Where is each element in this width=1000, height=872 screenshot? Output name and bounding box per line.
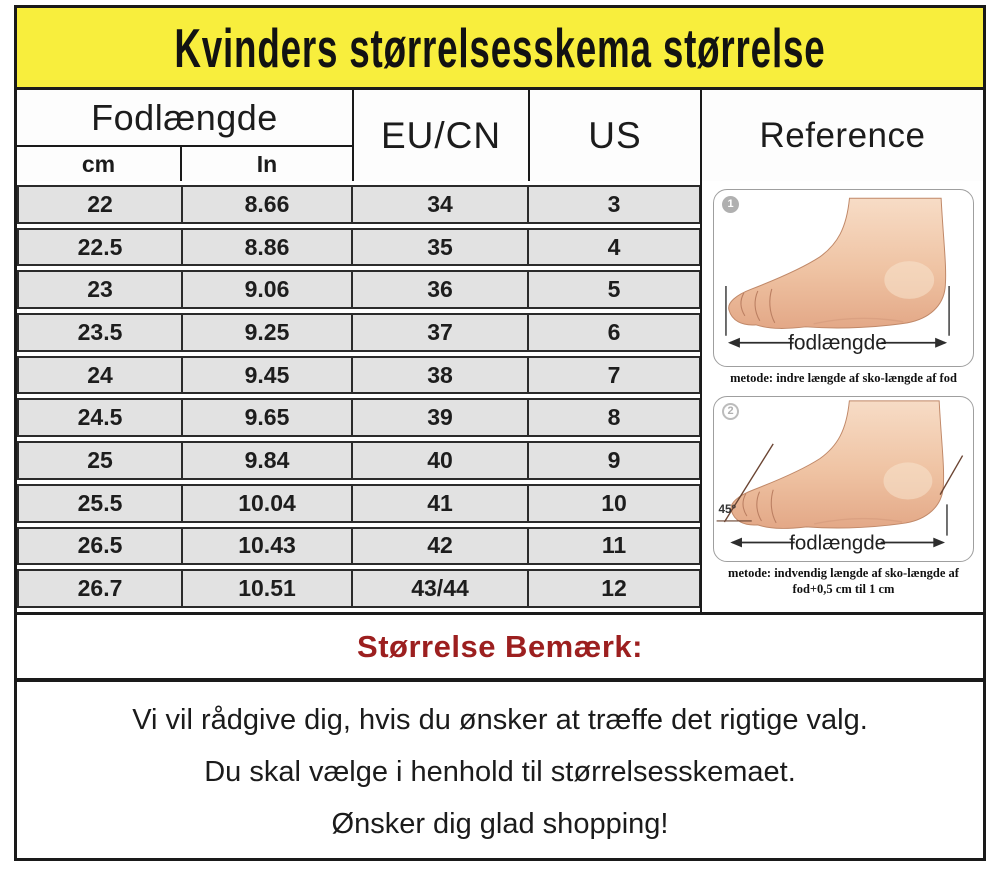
size-cell: 10 <box>528 484 700 523</box>
size-cell: 10.04 <box>182 484 352 523</box>
note-heading: Størrelse Bemærk: <box>357 628 643 664</box>
advice-text <box>17 682 983 858</box>
table-row <box>17 441 700 480</box>
size-cell: 3 <box>528 185 700 224</box>
foot-illustration <box>714 397 973 561</box>
size-cell: 6 <box>528 313 700 352</box>
figure-number-badge: 1 <box>722 196 739 213</box>
page-title: Kvinders størrelsesskema størrelse <box>174 16 826 79</box>
size-cell: 9.25 <box>182 313 352 352</box>
size-cell: 4 <box>528 228 700 267</box>
size-cell: 23.5 <box>17 313 182 352</box>
foot-length-arrow <box>728 330 947 356</box>
size-cell: 8.66 <box>182 185 352 224</box>
title-banner <box>14 5 986 90</box>
note-heading-section <box>17 612 983 682</box>
size-cell: 8.86 <box>182 228 352 267</box>
angle-label: 45° <box>718 503 737 517</box>
table-row <box>17 484 700 523</box>
size-cell: 25 <box>17 441 182 480</box>
size-cell: 39 <box>352 398 528 437</box>
table-row <box>17 228 700 267</box>
column-header-inch: In <box>182 147 352 181</box>
size-cell: 24.5 <box>17 398 182 437</box>
size-cell: 34 <box>352 185 528 224</box>
table-row <box>17 185 700 224</box>
size-cell: 35 <box>352 228 528 267</box>
size-cell: 41 <box>352 484 528 523</box>
size-cell: 43/44 <box>352 569 528 608</box>
size-cell: 26.7 <box>17 569 182 608</box>
column-header-foot-length: Fodlængde <box>17 90 352 147</box>
size-cell: 9.84 <box>182 441 352 480</box>
table-row <box>17 527 700 566</box>
table-row <box>17 356 700 395</box>
size-cell: 10.43 <box>182 527 352 566</box>
size-cell: 38 <box>352 356 528 395</box>
size-cell: 8 <box>528 398 700 437</box>
foot-length-label: fodlængde <box>789 531 887 555</box>
table-row <box>17 398 700 437</box>
size-cell: 5 <box>528 270 700 309</box>
foot-illustration <box>714 190 973 366</box>
column-header-reference: Reference <box>700 90 983 181</box>
measurement-figure-2 <box>713 396 974 562</box>
size-cell: 24 <box>17 356 182 395</box>
figure-number-badge: 2 <box>722 403 739 420</box>
size-cell: 37 <box>352 313 528 352</box>
size-cell: 11 <box>528 527 700 566</box>
size-cell: 42 <box>352 527 528 566</box>
size-table <box>17 181 700 612</box>
measurement-figure-1 <box>713 189 974 367</box>
column-header-us: US <box>528 90 700 181</box>
size-cell: 36 <box>352 270 528 309</box>
size-cell: 23 <box>17 270 182 309</box>
size-cell: 22 <box>17 185 182 224</box>
size-cell: 22.5 <box>17 228 182 267</box>
size-cell: 10.51 <box>182 569 352 608</box>
size-cell: 9.65 <box>182 398 352 437</box>
size-chart-sheet <box>14 90 986 861</box>
size-cell: 9.06 <box>182 270 352 309</box>
table-row <box>17 270 700 309</box>
size-cell: 7 <box>528 356 700 395</box>
size-cell: 9.45 <box>182 356 352 395</box>
advice-line: Du skal vælge i henhold til størrelsesskemaet. <box>204 756 796 788</box>
figure-caption-2: metode: indvendig længde af sko-længde af fod+0,5 cm til 1 cm <box>728 566 959 596</box>
size-cell: 26.5 <box>17 527 182 566</box>
column-header-eu-cn: EU/CN <box>352 90 528 181</box>
table-header <box>17 90 983 181</box>
table-body-section <box>17 181 983 612</box>
advice-line: Vi vil rådgive dig, hvis du ønsker at træffe det rigtige valg. <box>132 704 868 736</box>
foot-length-label: fodlængde <box>788 331 887 355</box>
table-row <box>17 569 700 608</box>
size-cell: 9 <box>528 441 700 480</box>
foot-length-arrow <box>730 530 945 555</box>
table-row <box>17 313 700 352</box>
size-cell: 25.5 <box>17 484 182 523</box>
advice-line: Ønsker dig glad shopping! <box>331 808 669 840</box>
size-cell: 12 <box>528 569 700 608</box>
figure-caption-1: metode: indre længde af sko-længde af fod <box>730 371 957 385</box>
size-cell: 40 <box>352 441 528 480</box>
size-table-body <box>17 185 700 608</box>
column-header-cm: cm <box>17 147 182 181</box>
reference-pane <box>700 181 983 612</box>
